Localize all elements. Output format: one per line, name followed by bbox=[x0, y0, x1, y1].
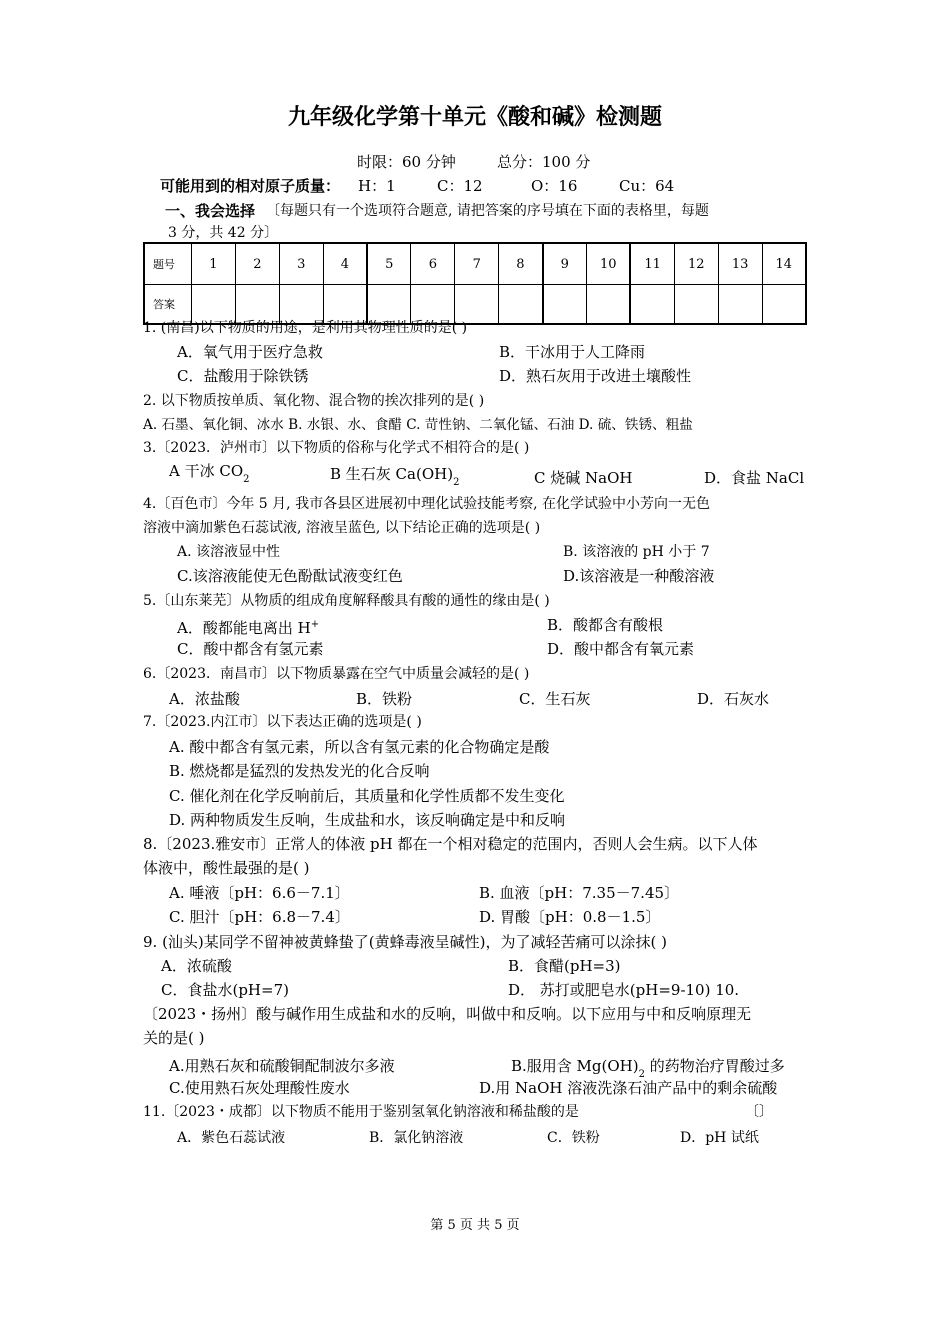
q7-option-d: D. 两种物质发生反响，生成盐和水，该反响确定是中和反响 bbox=[169, 811, 566, 829]
q7-stem: 7.〔2023.内江市〕以下表达正确的选项是( ) bbox=[143, 714, 422, 730]
q3-option-b: B 生石灰 $Ca(OH)_2$ bbox=[330, 465, 460, 488]
q7-option-c: C. 催化剂在化学反响前后，其质量和化学性质都不发生变化 bbox=[169, 787, 565, 805]
q5-option-b: B．酸都含有酸根 bbox=[547, 616, 664, 634]
answer-cell[interactable] bbox=[587, 285, 631, 325]
q3-option-a: A 干冰 $CO_2$ bbox=[169, 462, 250, 485]
answer-table-number: 3 bbox=[279, 243, 323, 285]
q1-stem: 1. (南昌)以下物质的用途，是利用其物理性质的是( ) bbox=[143, 320, 468, 336]
q3-stem: 3.〔2023．泸州市〕以下物质的俗称与化学式不相符合的是( ) bbox=[143, 440, 530, 456]
q11-option-c: C．铁粉 bbox=[547, 1130, 600, 1146]
answer-table-number: 14 bbox=[762, 243, 806, 285]
q10-option-a: A.用熟石灰和硫酸铜配制波尔多液 bbox=[169, 1057, 395, 1075]
answer-table-number: 2 bbox=[235, 243, 279, 285]
q9-option-c: C．食盐水(pH=7) bbox=[161, 981, 289, 999]
q4-option-b: B. 该溶液的 pH 小于 7 bbox=[563, 544, 710, 560]
q11-option-b: B．氯化钠溶液 bbox=[369, 1130, 464, 1146]
answer-table-number: 6 bbox=[411, 243, 455, 285]
section1-note-line1: 〔每题只有一个选项符合题意, 请把答案的序号填在下面的表格里，每题 bbox=[266, 203, 709, 219]
q8-option-b: B. 血液〔pH：7.35－7.45〕 bbox=[479, 884, 680, 902]
section1-note-line2: 3 分，共 42 分〕 bbox=[168, 225, 279, 241]
q6-stem: 6.〔2023．南昌市〕以下物质暴露在空气中质量会减轻的是( ) bbox=[143, 666, 530, 682]
q4-option-d: D.该溶液是一种酸溶液 bbox=[563, 567, 715, 585]
q4-stem-line2: 溶液中滴加紫色石蕊试液, 溶液呈蓝色, 以下结论正确的选项是( ) bbox=[143, 520, 541, 536]
answer-table-number: 5 bbox=[367, 243, 411, 285]
answer-table-number-label: 题号 bbox=[144, 243, 192, 285]
q1-option-d: D．熟石灰用于改进土壤酸性 bbox=[499, 367, 692, 385]
q1-option-a: A．氧气用于医疗急救 bbox=[177, 343, 323, 361]
q8-option-a: A. 唾液〔pH：6.6－7.1〕 bbox=[169, 884, 350, 902]
answer-table-number: 7 bbox=[455, 243, 499, 285]
q2-stem: 2. 以下物质按单质、氧化物、混合物的挨次排列的是( ) bbox=[143, 393, 485, 409]
q8-option-d: D. 胃酸〔pH：0.8－1.5〕 bbox=[479, 908, 661, 926]
atomic-mass-c: C：12 bbox=[437, 177, 483, 195]
answer-table-number: 9 bbox=[543, 243, 587, 285]
q9-option-b: B．食醋(pH=3) bbox=[508, 957, 621, 975]
answer-cell[interactable] bbox=[499, 285, 543, 325]
q10-option-d: D.用 NaOH 溶液洗涤石油产品中的剩余硫酸 bbox=[479, 1079, 778, 1097]
atomic-mass-cu: Cu：64 bbox=[619, 177, 675, 195]
q3-option-c: C 烧碱 NaOH bbox=[534, 469, 633, 487]
q6-option-a: A．浓盐酸 bbox=[169, 690, 240, 708]
answer-table bbox=[143, 242, 807, 325]
q9-option-a: A．浓硫酸 bbox=[161, 957, 232, 975]
q10-stem-line1: 〔2023・扬州〕酸与碱作用生成盐和水的反响，叫做中和反响。以下应用与中和反响原理无 bbox=[143, 1005, 752, 1023]
q5-stem: 5.〔山东莱芜〕从物质的组成角度解释酸具有酸的通性的缘由是( ) bbox=[143, 593, 550, 609]
q8-stem-line2: 体液中，酸性最强的是( ) bbox=[143, 859, 310, 877]
page-title: 九年级化学第十单元《酸和碱》检测题 bbox=[287, 105, 662, 130]
q11-option-d: D．pH 试纸 bbox=[680, 1130, 759, 1146]
q4-option-a: A. 该溶液显中性 bbox=[177, 544, 281, 560]
q4-stem-line1: 4.〔百色市〕今年 5 月, 我市各县区进展初中理化试验技能考察, 在化学试验中小芳向一无色 bbox=[143, 496, 710, 512]
answer-table-number: 8 bbox=[499, 243, 543, 285]
answer-cell[interactable] bbox=[630, 285, 674, 325]
answer-table-number: 12 bbox=[674, 243, 718, 285]
answer-table-answer-label: 答案 bbox=[144, 285, 192, 325]
q3-option-d: D．食盐 NaCl bbox=[704, 469, 805, 487]
q10-stem-line2: 关的是( ) bbox=[143, 1029, 205, 1047]
page-footer: 第 5 页 共 5 页 bbox=[430, 1218, 520, 1233]
answer-cell[interactable] bbox=[762, 285, 806, 325]
q8-stem-line1: 8.〔2023.雅安市〕正常人的体液 pH 都在一个相对稳定的范围内，否则人会生病。以下人体 bbox=[143, 835, 758, 853]
atomic-mass-o: O：16 bbox=[531, 177, 578, 195]
section1-heading: 一、我会选择 bbox=[165, 202, 256, 220]
q7-option-a: A. 酸中都含有氢元素，所以含有氢元素的化合物确定是酸 bbox=[169, 738, 550, 756]
q8-option-c: C. 胆汁〔pH：6.8－7.4〕 bbox=[169, 908, 350, 926]
answer-table-number: 13 bbox=[718, 243, 762, 285]
q1-option-b: B．干冰用于人工降雨 bbox=[499, 343, 646, 361]
time-limit: 时限：60 分钟 bbox=[357, 153, 456, 171]
q5-option-d: D．酸中都含有氧元素 bbox=[547, 640, 695, 658]
q6-option-b: B．铁粉 bbox=[356, 690, 413, 708]
q9-stem: 9. (汕头)某同学不留神被黄蜂蛰了(黄蜂毒液呈碱性)，为了减轻苦痛可以涂抹( ) bbox=[143, 933, 667, 951]
q10-option-b: B.服用含 $Mg(OH)_2$ 的药物治疗胃酸过多 bbox=[511, 1057, 785, 1080]
q11-answer-bracket: 〔〕 bbox=[745, 1104, 773, 1120]
answer-table-number: 4 bbox=[323, 243, 367, 285]
answer-cell[interactable] bbox=[543, 285, 587, 325]
atomic-mass-h: H：1 bbox=[358, 177, 396, 195]
q5-option-a: A．酸都能电离出 H+ bbox=[177, 619, 320, 637]
q5-option-c: C．酸中都含有氢元素 bbox=[177, 640, 324, 658]
total-score: 总分：100 分 bbox=[497, 153, 591, 171]
answer-cell[interactable] bbox=[674, 285, 718, 325]
answer-table-number: 1 bbox=[192, 243, 236, 285]
q11-stem: 11.〔2023・成都〕以下物质不能用于鉴别氢氧化钠溶液和稀盐酸的是 bbox=[143, 1104, 579, 1120]
q11-option-a: A．紫色石蕊试液 bbox=[177, 1130, 286, 1146]
q7-option-b: B. 燃烧都是猛烈的发热发光的化合反响 bbox=[169, 762, 430, 780]
answer-cell[interactable] bbox=[718, 285, 762, 325]
answer-table-number: 11 bbox=[630, 243, 674, 285]
q1-option-c: C．盐酸用于除铁锈 bbox=[177, 367, 309, 385]
q6-option-c: C．生石灰 bbox=[519, 690, 591, 708]
atomic-mass-label: 可能用到的相对原子质量： bbox=[160, 177, 341, 195]
q9-option-d: D． 苏打或肥皂水(pH=9-10) 10. bbox=[508, 981, 740, 999]
answer-table-number-row bbox=[144, 243, 806, 285]
q2-options: A. 石墨、氧化铜、冰水 B. 水银、水、食醋 C. 苛性钠、二氧化锰、石油 D. 硫、铁锈、粗盐 bbox=[143, 417, 693, 433]
q6-option-d: D．石灰水 bbox=[697, 690, 770, 708]
q10-option-c: C.使用熟石灰处理酸性废水 bbox=[169, 1079, 350, 1097]
answer-table-number: 10 bbox=[587, 243, 631, 285]
q4-option-c: C.该溶液能使无色酚酞试液变红色 bbox=[177, 567, 403, 585]
